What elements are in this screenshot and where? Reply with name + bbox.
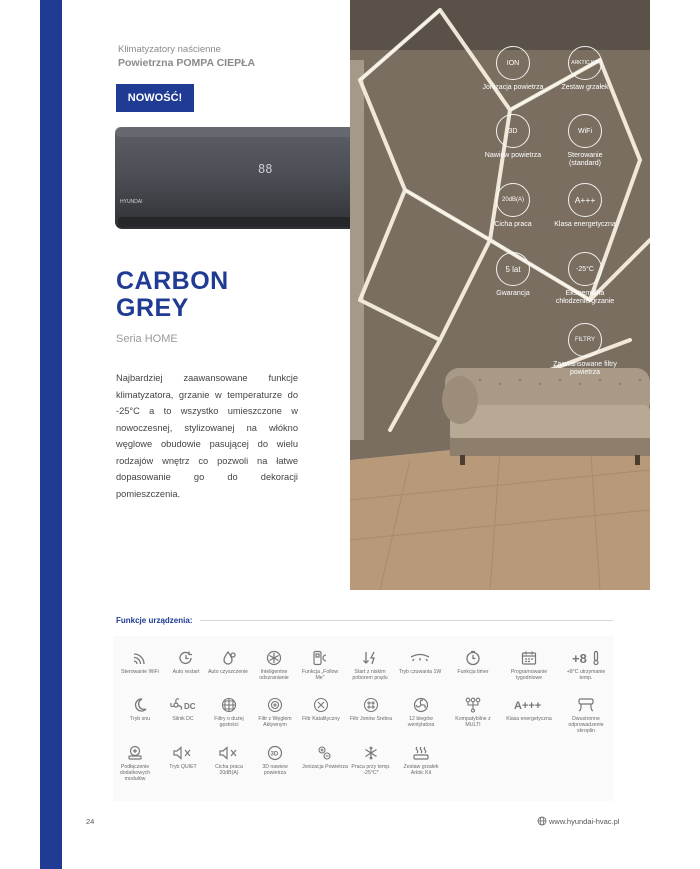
features-divider bbox=[200, 620, 613, 621]
silver-ion-filter-icon bbox=[362, 697, 380, 713]
feature-follow-me: Funkcja „Follow Me" bbox=[297, 650, 343, 681]
feature-standby: Tryb czuwania 1W bbox=[397, 650, 443, 675]
auto-clean-icon bbox=[219, 650, 237, 666]
feature-low-power-start: Start z niskim poborem prądu bbox=[347, 650, 393, 681]
ion-icon: ION bbox=[496, 46, 530, 80]
feature-sleep: Tryb snu bbox=[117, 697, 163, 722]
feature-multi: Kompatybilne z MULTI bbox=[450, 697, 496, 728]
unit-brand-logo: HYUNDAI bbox=[120, 199, 143, 205]
quiet-mode-icon bbox=[172, 745, 194, 761]
multi-icon bbox=[464, 697, 482, 713]
product-series: Seria HOME bbox=[116, 333, 178, 345]
product-title: CARBON GREY bbox=[116, 267, 229, 322]
overlay-feature-ionization: ION Jonizacja powietrza bbox=[479, 46, 547, 92]
website-link[interactable]: www.hyundai-hvac.pl bbox=[549, 817, 620, 826]
hd-filter-icon bbox=[220, 697, 238, 713]
snowflake-icon bbox=[362, 745, 380, 761]
feature-auto-restart: Auto restart bbox=[163, 650, 209, 675]
interior-photo bbox=[350, 0, 650, 590]
left-accent-bar bbox=[40, 0, 62, 869]
feature-timer: Funkcja timer bbox=[450, 650, 496, 675]
3d-airflow-icon bbox=[266, 745, 284, 761]
feature-drain: Dwustronne odprowadzenie skroplin bbox=[563, 697, 609, 735]
page-number: 24 bbox=[86, 817, 95, 826]
feature-auto-clean: Auto czyszczenie bbox=[205, 650, 251, 675]
feature-extra-connection: Podłączenie dodatkowych modułów bbox=[112, 745, 158, 783]
heater-kit-icon bbox=[412, 745, 430, 761]
product-line: Powietrzna POMPA CIEPŁA bbox=[118, 57, 256, 69]
feature-heater-kit: Zestaw grzałek Arktic Kit bbox=[398, 745, 444, 776]
overlay-feature-quiet: 20dB(A) Cicha praca bbox=[479, 183, 547, 229]
filter-icon: FILTRY bbox=[568, 323, 602, 357]
product-header bbox=[118, 44, 255, 69]
feature-silent: Cicha praca 20dB(A) bbox=[206, 745, 252, 776]
extra-connection-icon bbox=[126, 745, 144, 761]
unit-display: 88 bbox=[258, 162, 273, 176]
catalytic-filter-icon bbox=[312, 697, 330, 713]
warranty-icon: 5 lat bbox=[496, 252, 530, 286]
3d-icon: 3D bbox=[496, 114, 530, 148]
overlay-feature-extreme-temp: -25°C Ekstremalna chłodzenie/grzanie bbox=[551, 252, 619, 306]
energy-class-icon: A+++ bbox=[568, 183, 602, 217]
arktic-kit-icon: ARKTIC KIT bbox=[568, 46, 602, 80]
silent-icon bbox=[218, 745, 240, 761]
feature-ionization: Jonizacja Powietrza bbox=[302, 745, 348, 770]
product-category: Klimatyzatory naścienne bbox=[118, 44, 221, 55]
standby-icon bbox=[409, 650, 431, 666]
overlay-feature-warranty: 5 lat Gwarancja bbox=[479, 252, 547, 298]
feature-weekly-program: Programowanie tygodniowe bbox=[506, 650, 552, 681]
feature-fan-speed: 12 biegów wentylatora bbox=[398, 697, 444, 728]
temperature-icon: -25°C bbox=[568, 252, 602, 286]
overlay-feature-energy-class: A+++ Klasa energetyczna bbox=[551, 183, 619, 229]
svg-text:A+++: A+++ bbox=[514, 700, 542, 712]
svg-text:3D: 3D bbox=[270, 751, 279, 758]
feature-quiet-mode: Tryb QUIET bbox=[160, 745, 206, 770]
feature-energy-class: A+++ Klasa energetyczna bbox=[506, 697, 552, 722]
product-description: Najbardziej zaawansowane funkcje klimatyzatora, grzanie w temperaturze do -25°C a to wszystko umieszczone w nowoczesnej, stylizowanej na włókno węglowe obudowie pasującej do wielu rodzajów wnętrz co pozwoli na łatwe dopasowanie go do dekoracji pomieszczenia. bbox=[116, 373, 298, 499]
features-heading: Funkcje urządzenia: bbox=[116, 616, 193, 625]
globe-icon bbox=[537, 816, 547, 826]
new-badge: NOWOŚĆ! bbox=[116, 84, 194, 112]
overlay-feature-heater-kit: ARKTIC KIT Zestaw grzałek bbox=[551, 46, 619, 92]
weekly-program-icon bbox=[520, 650, 538, 666]
feature-low-temp: Praca przy temp. -25°C* bbox=[348, 745, 394, 776]
feature-3d-airflow: 3D 3D nawiew powietrza bbox=[252, 745, 298, 776]
feature-carbon-filter: Filtr z Węglem Aktywnym bbox=[252, 697, 298, 728]
follow-me-icon bbox=[311, 650, 329, 666]
feature-catalytic-filter: Filtr Katalityczny bbox=[298, 697, 344, 722]
feature-hd-filter: Filtry o dużej gęstości bbox=[206, 697, 252, 728]
dc-motor-icon bbox=[169, 697, 197, 713]
feature-wifi: Sterowanie WiFi bbox=[117, 650, 163, 675]
sleep-icon bbox=[131, 697, 149, 713]
overlay-feature-filters: FILTRY Zaawansowane filtry powietrza bbox=[551, 323, 619, 377]
overlay-feature-wifi: WiFi Sterowanie (standard) bbox=[551, 114, 619, 168]
feature-silver-ion-filter: Filtr Jonów Srebra bbox=[348, 697, 394, 722]
feature-plus8: +8 +8°C utrzymanie temp. bbox=[566, 651, 606, 682]
wifi-icon bbox=[131, 650, 149, 666]
timer-icon bbox=[464, 650, 482, 666]
overlay-feature-3d-airflow: 3D Nawiew powietrza bbox=[479, 114, 547, 160]
energy-class-icon bbox=[513, 697, 545, 713]
auto-restart-icon bbox=[177, 650, 195, 666]
smart-defrost-icon bbox=[265, 650, 283, 666]
plus8-icon bbox=[571, 650, 601, 666]
fan-speed-icon bbox=[412, 697, 430, 713]
db-icon: 20dB(A) bbox=[496, 183, 530, 217]
low-power-start-icon bbox=[361, 650, 379, 666]
ionization-icon bbox=[316, 745, 334, 761]
wifi-icon: WiFi bbox=[568, 114, 602, 148]
drain-icon bbox=[577, 697, 595, 713]
svg-text:+8: +8 bbox=[572, 651, 587, 666]
feature-smart-defrost: Inteligentne odszranianie bbox=[251, 650, 297, 681]
carbon-filter-icon bbox=[266, 697, 284, 713]
svg-text:DC: DC bbox=[184, 702, 196, 711]
feature-dc-motor: DC Silnik DC bbox=[160, 697, 206, 722]
